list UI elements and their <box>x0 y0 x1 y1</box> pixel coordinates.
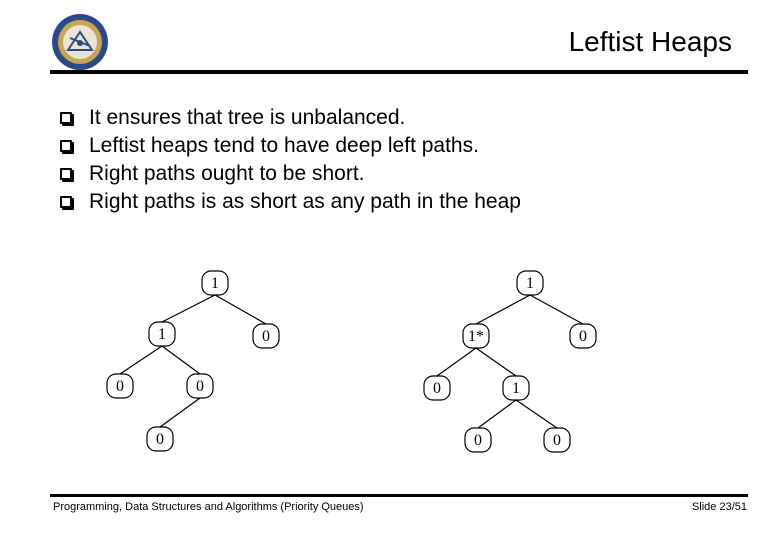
tree-edge <box>478 400 516 428</box>
tree-node-label: 1 <box>158 326 166 343</box>
tree-edge <box>530 295 583 324</box>
tree-node-label: 1 <box>526 275 534 292</box>
tree-edge <box>516 400 557 428</box>
tree-edge <box>162 295 215 322</box>
tree-node-label: 0 <box>262 328 270 345</box>
tree-edge <box>215 295 266 324</box>
checkbox-bullet-icon <box>60 168 72 180</box>
tree-node-label: 1 <box>512 380 520 397</box>
checkbox-bullet-icon <box>60 140 72 152</box>
slide-title: Leftist Heaps <box>568 26 732 57</box>
tree-node-label: 0 <box>196 378 204 395</box>
footer-course: Programming, Data Structures and Algorithms (Priority Queues) <box>53 501 364 513</box>
tree-edge <box>476 348 516 376</box>
tree-node-label: 0 <box>116 378 124 395</box>
bullet-item <box>60 160 521 188</box>
tree-node-label: 1 <box>211 275 219 292</box>
checkbox-bullet-icon <box>60 196 72 208</box>
tree-edge <box>162 346 200 374</box>
tree-node-label: 0 <box>474 432 482 449</box>
bullet-item <box>60 188 521 216</box>
right-tree-diagram <box>424 271 596 452</box>
tree-edge <box>476 295 530 324</box>
bullet-item <box>60 132 521 160</box>
bullet-text: It ensures that tree is unbalanced. <box>89 106 406 129</box>
bullet-text: Right paths ought to be short. <box>89 162 365 185</box>
tree-edge <box>160 398 200 427</box>
tree-node-label: 0 <box>433 380 441 397</box>
tree-edge <box>437 348 476 376</box>
tree-node-label: 0 <box>553 432 561 449</box>
bullet-text: Right paths is as short as any path in the heap <box>89 190 521 213</box>
tree-node-label: 1* <box>468 328 484 345</box>
bullet-item <box>60 104 521 132</box>
title-divider <box>50 70 748 74</box>
footer-slide-number: Slide 23/51 <box>691 501 747 513</box>
checkbox-bullet-icon <box>60 112 72 124</box>
university-seal-icon <box>50 12 110 72</box>
bullet-text: Leftist heaps tend to have deep left paths. <box>89 134 479 157</box>
bullet-list <box>60 104 521 216</box>
tree-diagrams <box>0 250 780 480</box>
tree-node-label: 0 <box>579 328 587 345</box>
left-tree-diagram <box>107 271 279 451</box>
tree-edge <box>120 346 162 374</box>
footer-divider <box>50 494 748 497</box>
tree-node-label: 0 <box>156 431 164 448</box>
